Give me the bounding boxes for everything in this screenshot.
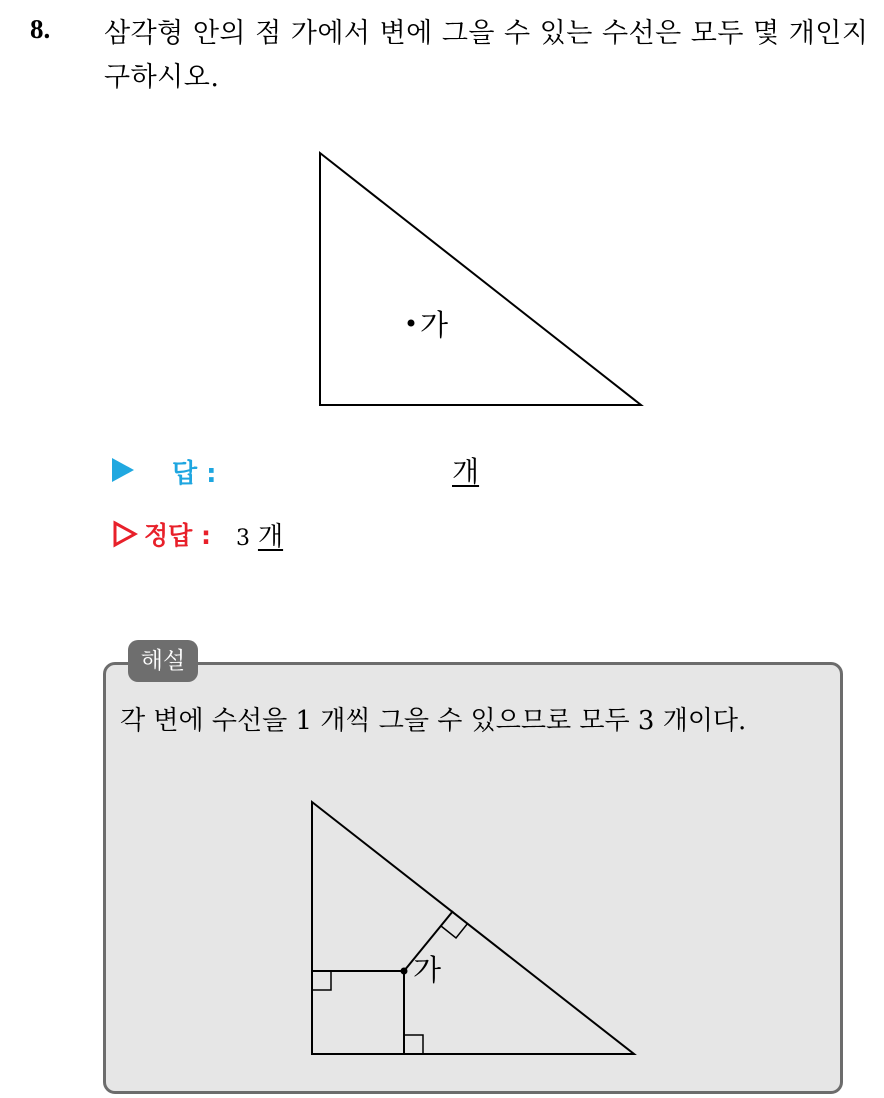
explanation-text: 각 변에 수선을 1 개씩 그을 수 있으므로 모두 3 개이다.: [120, 706, 747, 736]
explanation-triangle: [312, 802, 634, 1054]
answer-label: 답 :: [172, 459, 217, 489]
correct-answer-number: 3: [236, 526, 250, 551]
explanation-point-label: 가: [413, 953, 442, 987]
right-angle-mark-bottom: [404, 1035, 423, 1054]
explanation-tab: 해설: [128, 640, 198, 682]
question-number: 8.: [30, 14, 51, 44]
explanation-point-ga: [401, 968, 408, 975]
point-label: 가: [420, 308, 449, 342]
answer-unit: 개: [452, 455, 480, 488]
right-angle-mark-hypotenuse: [441, 923, 468, 938]
right-angle-mark-left: [312, 971, 331, 990]
correct-answer-unit: 개: [257, 522, 284, 552]
question-text: 삼각형 안의 점 가에서 변에 그을 수 있는 수선은 모두 몇 개인지 구하시오.: [104, 18, 869, 93]
correct-answer-label: 정답 :: [144, 521, 212, 550]
